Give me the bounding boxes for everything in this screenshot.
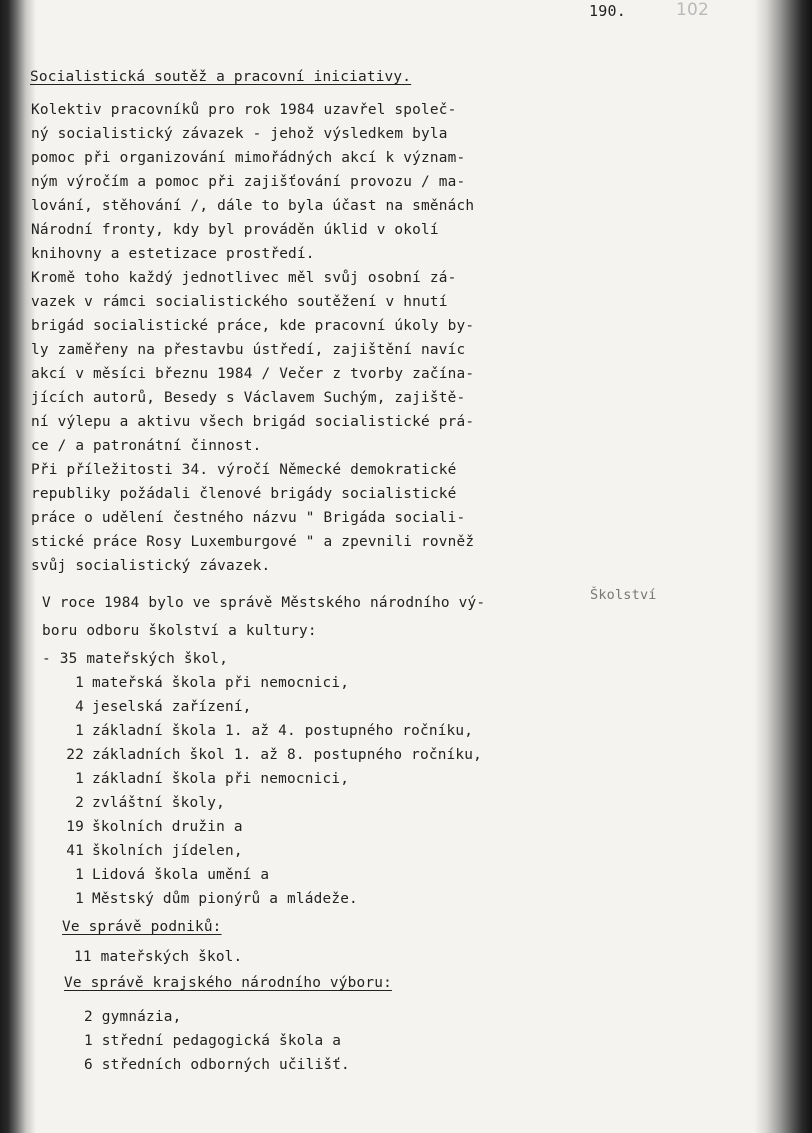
scan-right-edge — [754, 0, 812, 1133]
item-text: mateřská škola při nemocnici, — [92, 675, 350, 691]
body-line: republiky požádali členové brigády socialistické — [31, 486, 457, 502]
list-item — [58, 820, 243, 834]
item-count: 22 — [66, 747, 84, 763]
list-item — [58, 844, 243, 858]
page-number: 190. — [589, 2, 626, 20]
list-item — [58, 868, 269, 882]
item-count: 1 — [75, 771, 84, 787]
item-count: 1 — [75, 867, 84, 883]
archive-stamp: 102 — [676, 0, 710, 20]
list-item: 11 mateřských škol. — [74, 949, 243, 965]
body-line: ní výlepu a aktivu všech brigád socialistické prá- — [31, 414, 475, 430]
item-text: zvláštní školy, — [92, 795, 225, 811]
list-item — [58, 772, 349, 786]
list-item: - 35 mateřských škol, — [42, 651, 229, 667]
item-text: školních jídelen, — [92, 843, 243, 859]
body-line: akcí v měsíci březnu 1984 / Večer z tvorby začína- — [31, 366, 475, 382]
margin-note: Školství — [590, 587, 657, 603]
list-item — [58, 796, 225, 810]
body-line: vazek v rámci socialistického soutěžení v hnutí — [31, 294, 448, 310]
body-line: ly zaměřeny na přestavbu ústředí, zajištění navíc — [31, 342, 466, 358]
item-text: základní škola při nemocnici, — [92, 771, 350, 787]
list-item — [58, 700, 252, 714]
body-line: brigád socialistické práce, kde pracovní úkoly by- — [31, 318, 475, 334]
body-line: ným výročím a pomoc při zajišťování provozu / ma- — [31, 174, 466, 190]
body-line: Kolektiv pracovníků pro rok 1984 uzavřel společ- — [31, 102, 457, 118]
intro-line: boru odboru školství a kultury: — [42, 623, 317, 639]
body-line: Národní fronty, kdy byl prováděn úklid v okolí — [31, 222, 439, 238]
item-text: Městský dům pionýrů a mládeže. — [92, 891, 358, 907]
body-line: práce o udělení čestného názvu " Brigáda sociali- — [31, 510, 466, 526]
body-line: jících autorů, Besedy s Václavem Suchým, zajiště- — [31, 390, 466, 406]
item-text: základních škol 1. až 8. postupného ročníku, — [92, 747, 483, 763]
list-item — [58, 748, 482, 762]
intro-line: V roce 1984 bylo ve správě Městského národního vý- — [42, 595, 486, 611]
item-text: jeselská zařízení, — [92, 699, 252, 715]
body-line: Kromě toho každý jednotlivec měl svůj osobní zá- — [31, 270, 457, 286]
body-line: Při příležitosti 34. výročí Německé demokratické — [31, 462, 457, 478]
list-item: 2 gymnázia, — [84, 1009, 182, 1025]
item-count: 1 — [75, 675, 84, 691]
list-item: 1 střední pedagogická škola a — [84, 1033, 342, 1049]
body-line: pomoc při organizování mimořádných akcí k význam- — [31, 150, 466, 166]
body-line: lování, stěhování /, dále to byla účast na směnách — [31, 198, 475, 214]
list-item — [58, 892, 358, 906]
body-line: ce / a patronátní činnost. — [31, 438, 262, 454]
item-text: základní škola 1. až 4. postupného ročníku, — [92, 723, 474, 739]
item-count: 41 — [66, 843, 84, 859]
body-line: knihovny a estetizace prostředí. — [31, 246, 315, 262]
section-heading: Socialistická soutěž a pracovní iniciativy. — [30, 69, 412, 85]
subheading-podniky: Ve správě podniků: — [62, 919, 222, 935]
item-count: 1 — [75, 723, 84, 739]
list-item — [58, 676, 349, 690]
item-text: školních družin a — [92, 819, 243, 835]
list-item: 6 středních odborných učilišť. — [84, 1057, 350, 1073]
item-text: Lidová škola umění a — [92, 867, 270, 883]
item-count: 2 — [75, 795, 84, 811]
item-count: 1 — [75, 891, 84, 907]
item-count: 4 — [75, 699, 84, 715]
subheading-knv: Ve správě krajského národního výboru: — [64, 975, 392, 991]
body-line: ný socialistický závazek - jehož výsledkem byla — [31, 126, 448, 142]
body-line: stické práce Rosy Luxemburgové " a zpevnili rovněž — [31, 534, 475, 550]
list-item — [58, 724, 473, 738]
body-line: svůj socialistický závazek. — [31, 558, 271, 574]
item-count: 19 — [66, 819, 84, 835]
